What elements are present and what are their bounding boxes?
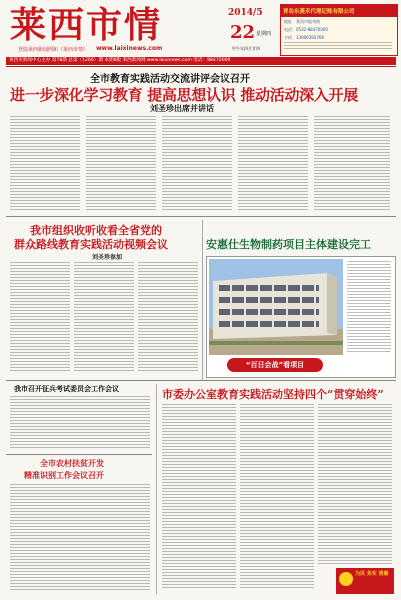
info-bar-text: 莱西市新闻中心主办 第78期 总第（1266）期 本期8版 莱西新闻网 www.laixinews.com 电话：88470000 — [9, 58, 231, 63]
lead-col-3 — [162, 116, 232, 212]
photo-caption-text — [347, 261, 391, 353]
photo-headline: 安惠仕生物制药项目主体建设完工 — [206, 238, 371, 251]
lead-col-4 — [238, 116, 308, 212]
brief2-body — [10, 484, 150, 592]
footer-badge-text: 为民 务实 清廉 — [355, 571, 389, 577]
issue-day: 22 — [230, 22, 256, 43]
issue-year-month: 2014/5 — [228, 8, 263, 18]
story2-col-2 — [74, 262, 134, 372]
story2-headline-2: 群众路线教育实践活动视频会议 — [14, 238, 168, 251]
masthead-title: 莱西市情 — [10, 4, 163, 46]
lead-byline: 刘圣珍出席并讲话 — [150, 103, 214, 113]
masthead — [6, 4, 396, 56]
lead-col-1 — [10, 116, 80, 212]
story2-col-1 — [10, 262, 70, 372]
brief2-headline-2: 精准识别工作会议召开 — [24, 470, 104, 480]
project-banner — [227, 358, 323, 372]
story3-col-1 — [162, 404, 236, 590]
masthead-url: www.laixinews.com — [96, 45, 163, 52]
lead-kicker: 全市教育实践活动交流讲评会议召开 — [90, 74, 250, 85]
lead-col-5 — [314, 116, 390, 212]
building-illustration — [209, 259, 343, 355]
divider-v-2 — [156, 384, 157, 594]
party-emblem-icon — [339, 572, 353, 586]
lead-headline: 进一步深化学习教育 提高思想认识 推动活动深入开展 — [10, 86, 358, 104]
story3-col-3 — [318, 404, 392, 564]
info-bar-rule — [6, 66, 396, 67]
divider-1 — [6, 216, 396, 217]
sponsor-line-1: 地址：莱西市振华路 — [284, 19, 320, 24]
divider-brief — [6, 454, 152, 455]
story2-col-3 — [138, 262, 198, 372]
sponsor-ad — [280, 4, 398, 56]
building-photo — [209, 259, 343, 355]
story2-headline-1: 我市组织收听收看全省党的 — [30, 224, 162, 237]
issue-date — [228, 8, 282, 52]
lead-col-2 — [86, 116, 156, 212]
info-bar — [6, 57, 396, 65]
divider-2 — [6, 380, 396, 381]
footer-badge — [336, 568, 394, 594]
story3-headline: 市委办公室教育实践活动坚持四个“贯穿始终” — [162, 388, 384, 401]
lead-body — [10, 116, 392, 214]
story3-col-2 — [240, 404, 314, 590]
lunar-date: 甲午年四月廿四 — [232, 46, 260, 51]
divider-v-1 — [202, 220, 203, 380]
sponsor-company: 青岛东菱禾代理记账有限公司 — [281, 5, 397, 17]
story2-body — [10, 262, 200, 374]
brief2-headline-1: 全市农村扶贫开发 — [40, 458, 104, 468]
photo-story-frame — [206, 256, 396, 378]
sponsor-line-3: 手机：13906392766 — [284, 35, 324, 40]
story3-body — [162, 404, 394, 564]
brief1-body — [10, 396, 150, 450]
project-banner-text: “百日会战”看项目 — [245, 361, 305, 369]
sponsor-line-2: 电话：0532-88470000 — [284, 27, 328, 32]
masthead-subtitle: 登陆莱西新闻网和《莱西市情》 — [18, 47, 89, 53]
story2-byline: 刘圣珍参加 — [92, 254, 123, 261]
brief1-headline: 我市召开征兵考试委员会工作会议 — [14, 384, 119, 393]
weekday: 星期四 — [256, 31, 272, 37]
sponsor-text — [284, 42, 392, 51]
